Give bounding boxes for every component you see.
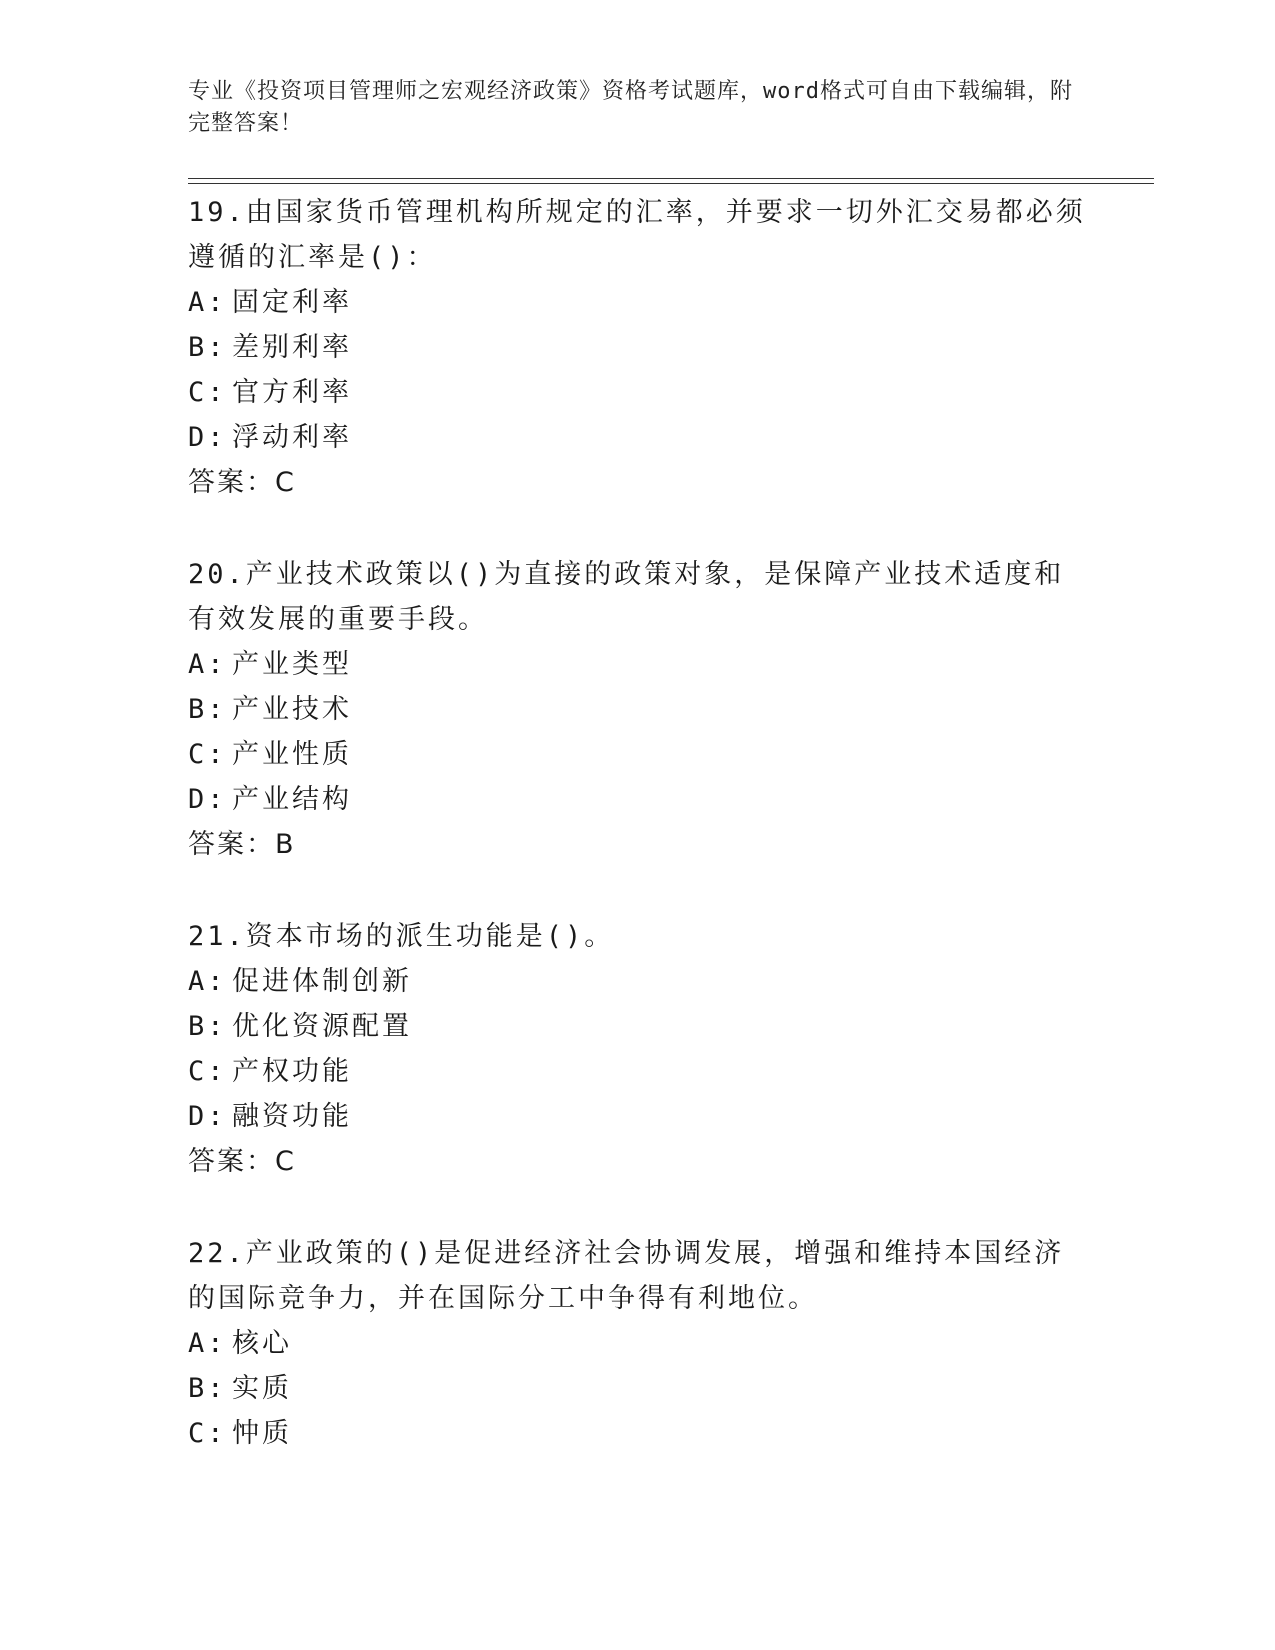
option-letter: A: (188, 287, 227, 318)
question-stem: 19.由国家货币管理机构所规定的汇率，并要求一切外汇交易都必须遵循的汇率是()： (188, 197, 1086, 273)
option-b (188, 1366, 1088, 1411)
question-list (188, 190, 1088, 1502)
option-letter: B: (188, 694, 227, 725)
option-text: 官方利率 (232, 377, 352, 408)
question-22 (188, 1231, 1088, 1456)
option-text: 忡质 (232, 1418, 292, 1449)
option-a (188, 280, 1088, 325)
question-stem: 21.资本市场的派生功能是()。 (188, 921, 615, 952)
option-text: 融资功能 (232, 1101, 352, 1132)
option-a (188, 642, 1088, 687)
option-letter: A: (188, 966, 227, 997)
option-text: 固定利率 (232, 287, 352, 318)
question-21 (188, 914, 1088, 1185)
question-stem: 20.产业技术政策以()为直接的政策对象，是保障产业技术适度和有效发展的重要手段。 (188, 559, 1065, 635)
option-d (188, 415, 1088, 460)
option-letter: B: (188, 1011, 227, 1042)
answer-line: 答案：B (188, 829, 296, 860)
answer-line: 答案：C (188, 467, 296, 498)
option-letter: A: (188, 649, 227, 680)
question-stem: 22.产业政策的()是促进经济社会协调发展，增强和维持本国经济的国际竞争力，并在国际分工中争得有利地位。 (188, 1238, 1065, 1314)
question-20 (188, 552, 1088, 868)
option-letter: D: (188, 784, 227, 815)
option-d (188, 1094, 1088, 1139)
option-letter: D: (188, 422, 227, 453)
option-b (188, 687, 1088, 732)
option-letter: A: (188, 1328, 227, 1359)
option-text: 实质 (232, 1373, 292, 1404)
header-divider-bottom (188, 183, 1154, 184)
option-c (188, 732, 1088, 777)
option-letter: C: (188, 1056, 227, 1087)
option-a (188, 1321, 1088, 1366)
option-text: 产业性质 (232, 739, 352, 770)
option-text: 优化资源配置 (232, 1011, 412, 1042)
option-text: 产权功能 (232, 1056, 352, 1087)
option-text: 促进体制创新 (232, 966, 412, 997)
header-divider-top (188, 178, 1154, 179)
option-text: 产业结构 (232, 784, 352, 815)
option-text: 产业技术 (232, 694, 352, 725)
option-a (188, 959, 1088, 1004)
option-letter: C: (188, 1418, 227, 1449)
option-b (188, 325, 1088, 370)
option-letter: D: (188, 1101, 227, 1132)
option-letter: B: (188, 1373, 227, 1404)
answer-line: 答案：C (188, 1146, 296, 1177)
option-text: 产业类型 (232, 649, 352, 680)
question-19 (188, 190, 1088, 506)
option-letter: C: (188, 377, 227, 408)
document-intro: 专业《投资项目管理师之宏观经济政策》资格考试题库，word格式可自由下载编辑，附完整答案！ (188, 79, 1073, 136)
option-d (188, 777, 1088, 822)
option-text: 浮动利率 (232, 422, 352, 453)
option-c (188, 1049, 1088, 1094)
option-b (188, 1004, 1088, 1049)
option-c (188, 1411, 1088, 1456)
option-letter: B: (188, 332, 227, 363)
option-c (188, 370, 1088, 415)
option-text: 核心 (232, 1328, 292, 1359)
option-text: 差别利率 (232, 332, 352, 363)
option-letter: C: (188, 739, 227, 770)
